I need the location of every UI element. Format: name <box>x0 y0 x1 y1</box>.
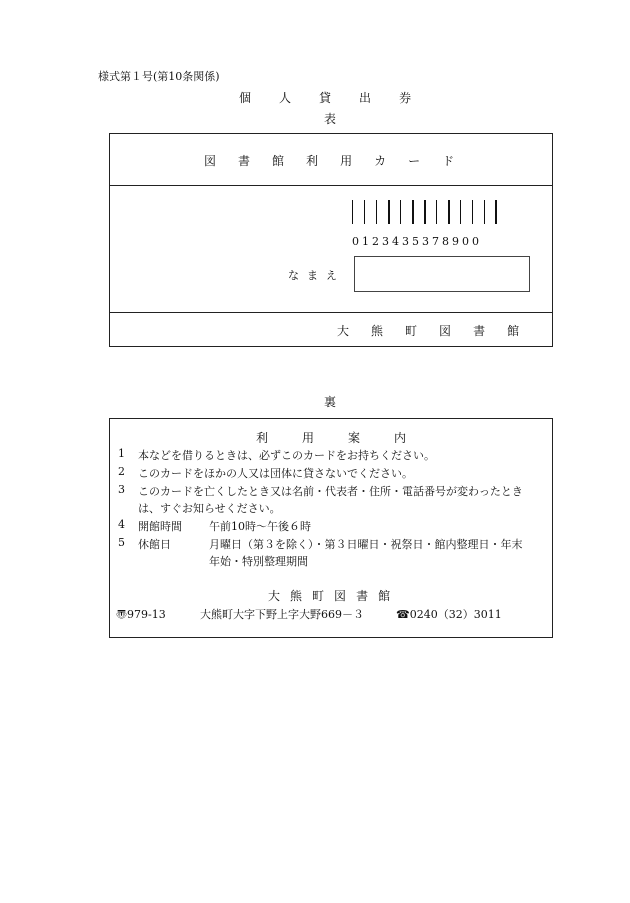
guide-item: このカードを亡くしたとき又は名前・代表者・住所・電話番号が変わったとき <box>138 485 523 498</box>
barcode-bar <box>472 200 473 224</box>
phone-number: ☎0240（32）3011 <box>396 608 502 621</box>
barcode-bar <box>400 200 401 224</box>
barcode-bar <box>424 200 426 224</box>
item-label: 開館時間 <box>138 520 182 533</box>
barcode-bar <box>484 200 485 224</box>
name-label: なまえ <box>288 269 345 282</box>
address: 大熊町大字下野上字大野669－３ <box>200 608 364 621</box>
library-name: 大 熊 町 図 書 館 <box>337 324 520 338</box>
barcode-bar <box>460 200 461 224</box>
barcode <box>352 200 502 226</box>
barcode-bar <box>448 200 450 224</box>
item-number: 4 <box>118 518 125 531</box>
form-number: 様式第１号(第10条関係) <box>98 70 220 83</box>
guide-item: 本などを借りるときは、必ずこのカードをお持ちください。 <box>138 449 435 462</box>
opening-hours: 午前10時〜午後６時 <box>209 520 311 533</box>
postal-code: 〠979-13 <box>116 608 166 621</box>
barcode-bar <box>352 200 353 224</box>
barcode-bar <box>376 200 377 224</box>
barcode-bar <box>364 200 365 224</box>
closed-days-continued: 年始・特別整理期間 <box>209 555 308 568</box>
divider <box>109 312 553 313</box>
barcode-bar <box>436 200 437 224</box>
guide-heading: 利 用 案 内 <box>256 431 407 445</box>
item-number: 2 <box>118 465 125 478</box>
page-title: 個 人 貸 出 券 <box>239 91 412 105</box>
closed-days: 月曜日（第３を除く）・第３日曜日・祝祭日・館内整理日・年末 <box>209 538 523 551</box>
item-number: 5 <box>118 536 125 549</box>
divider <box>109 185 553 186</box>
card-title: 図 書 館 利 用 カ ー ド <box>204 154 455 168</box>
guide-item-continued: は、すぐお知らせください。 <box>138 502 281 515</box>
back-label: 裏 <box>324 395 337 409</box>
item-number: 1 <box>118 447 125 460</box>
barcode-bar <box>412 200 414 224</box>
library-name: 大 熊 町 図 書 館 <box>268 589 391 603</box>
item-label: 休館日 <box>138 538 171 551</box>
name-field[interactable] <box>354 256 530 292</box>
barcode-number: 0123435378900 <box>352 235 482 248</box>
item-number: 3 <box>118 483 125 496</box>
guide-item: このカードをほかの人又は団体に貸さないでください。 <box>138 467 413 480</box>
barcode-bar <box>495 200 497 224</box>
barcode-bar <box>388 200 390 224</box>
front-label: 表 <box>324 112 337 126</box>
